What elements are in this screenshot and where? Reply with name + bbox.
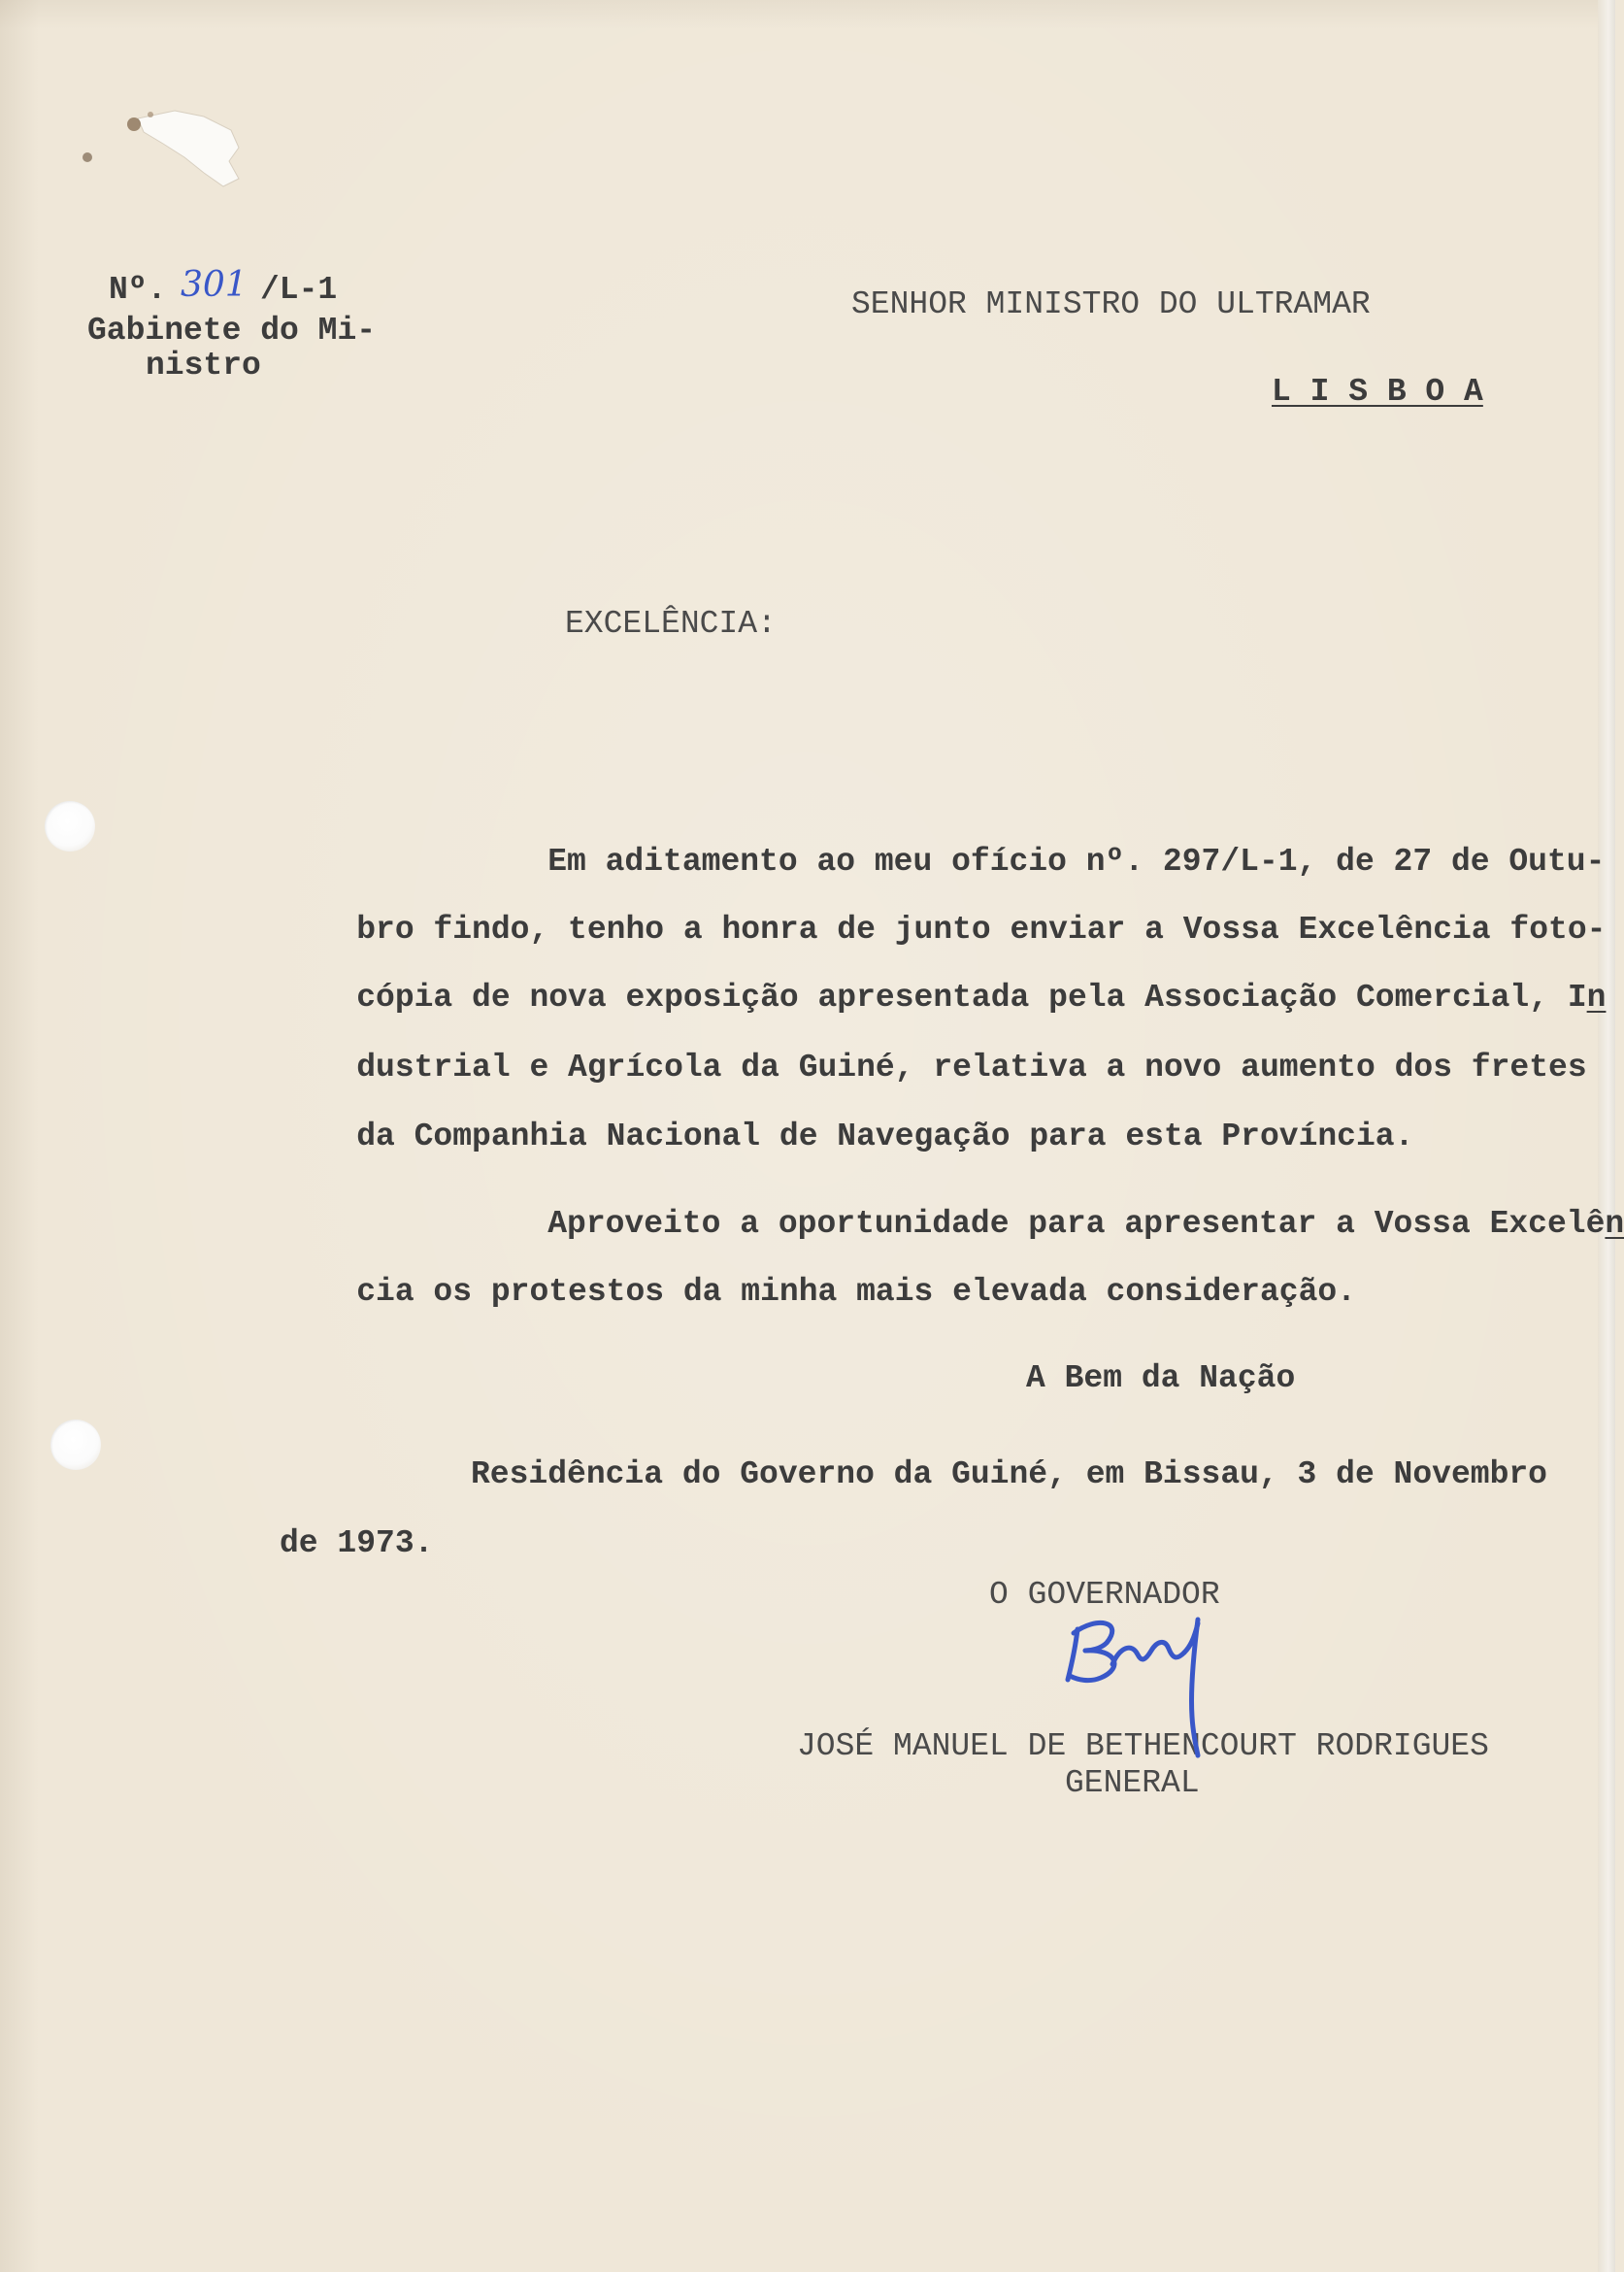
reference-prefix: Nº. <box>109 272 167 308</box>
torn-corner <box>58 97 272 204</box>
addressee-city: L I S B O A <box>1272 374 1483 410</box>
line-text: Aproveito a oportunidade para apresentar a Vossa Excelê <box>547 1206 1606 1242</box>
punch-hole-upper <box>45 801 95 852</box>
paragraph-1-line-5 <box>280 1088 1413 1185</box>
reference-suffix: /L-1 <box>260 272 338 308</box>
signatory-name: JOSÉ MANUEL DE BETHENCOURT RODRIGUES <box>797 1728 1489 1764</box>
signatory-rank: GENERAL <box>1065 1765 1200 1801</box>
handwritten-reference-number: 301 <box>181 265 248 305</box>
hyphenation-mark: n <box>1586 980 1607 1016</box>
line-text: cópia de nova exposição apresentada pela Associação Comercial, I <box>356 980 1587 1016</box>
salutation: EXCELÊNCIA: <box>565 606 777 642</box>
line-text: da Companhia Nacional de Navegação para esta Província. <box>356 1119 1414 1154</box>
hyphenation-mark: n <box>1605 1206 1624 1242</box>
office-line-2: nistro <box>146 348 261 384</box>
line-text: Em aditamento ao meu ofício nº. 297/L-1, de 27 de Outu- <box>547 844 1606 880</box>
addressee-title: SENHOR MINISTRO DO ULTRAMAR <box>851 286 1371 322</box>
scanner-edge <box>1598 0 1615 2272</box>
office-line-1: Gabinete do Mi- <box>87 313 377 349</box>
line-text: bro findo, tenho a honra de junto enviar a Vossa Excelência foto- <box>356 912 1607 948</box>
closing-formula: A Bem da Nação <box>1026 1360 1296 1396</box>
governor-signature <box>1056 1600 1221 1765</box>
signatory-role: O GOVERNADOR <box>989 1577 1220 1613</box>
place-date-line-2: de 1973. <box>280 1525 434 1561</box>
line-text: cia os protestos da minha mais elevada consideração. <box>356 1274 1356 1310</box>
line-text: dustrial e Agrícola da Guiné, relativa a novo aumento dos fretes <box>356 1050 1587 1086</box>
paragraph-2-line-2 <box>280 1244 1356 1340</box>
punch-hole-lower <box>50 1420 101 1470</box>
place-date-line-1: Residência do Governo da Guiné, em Bissau, 3 de Novembro <box>471 1456 1547 1492</box>
